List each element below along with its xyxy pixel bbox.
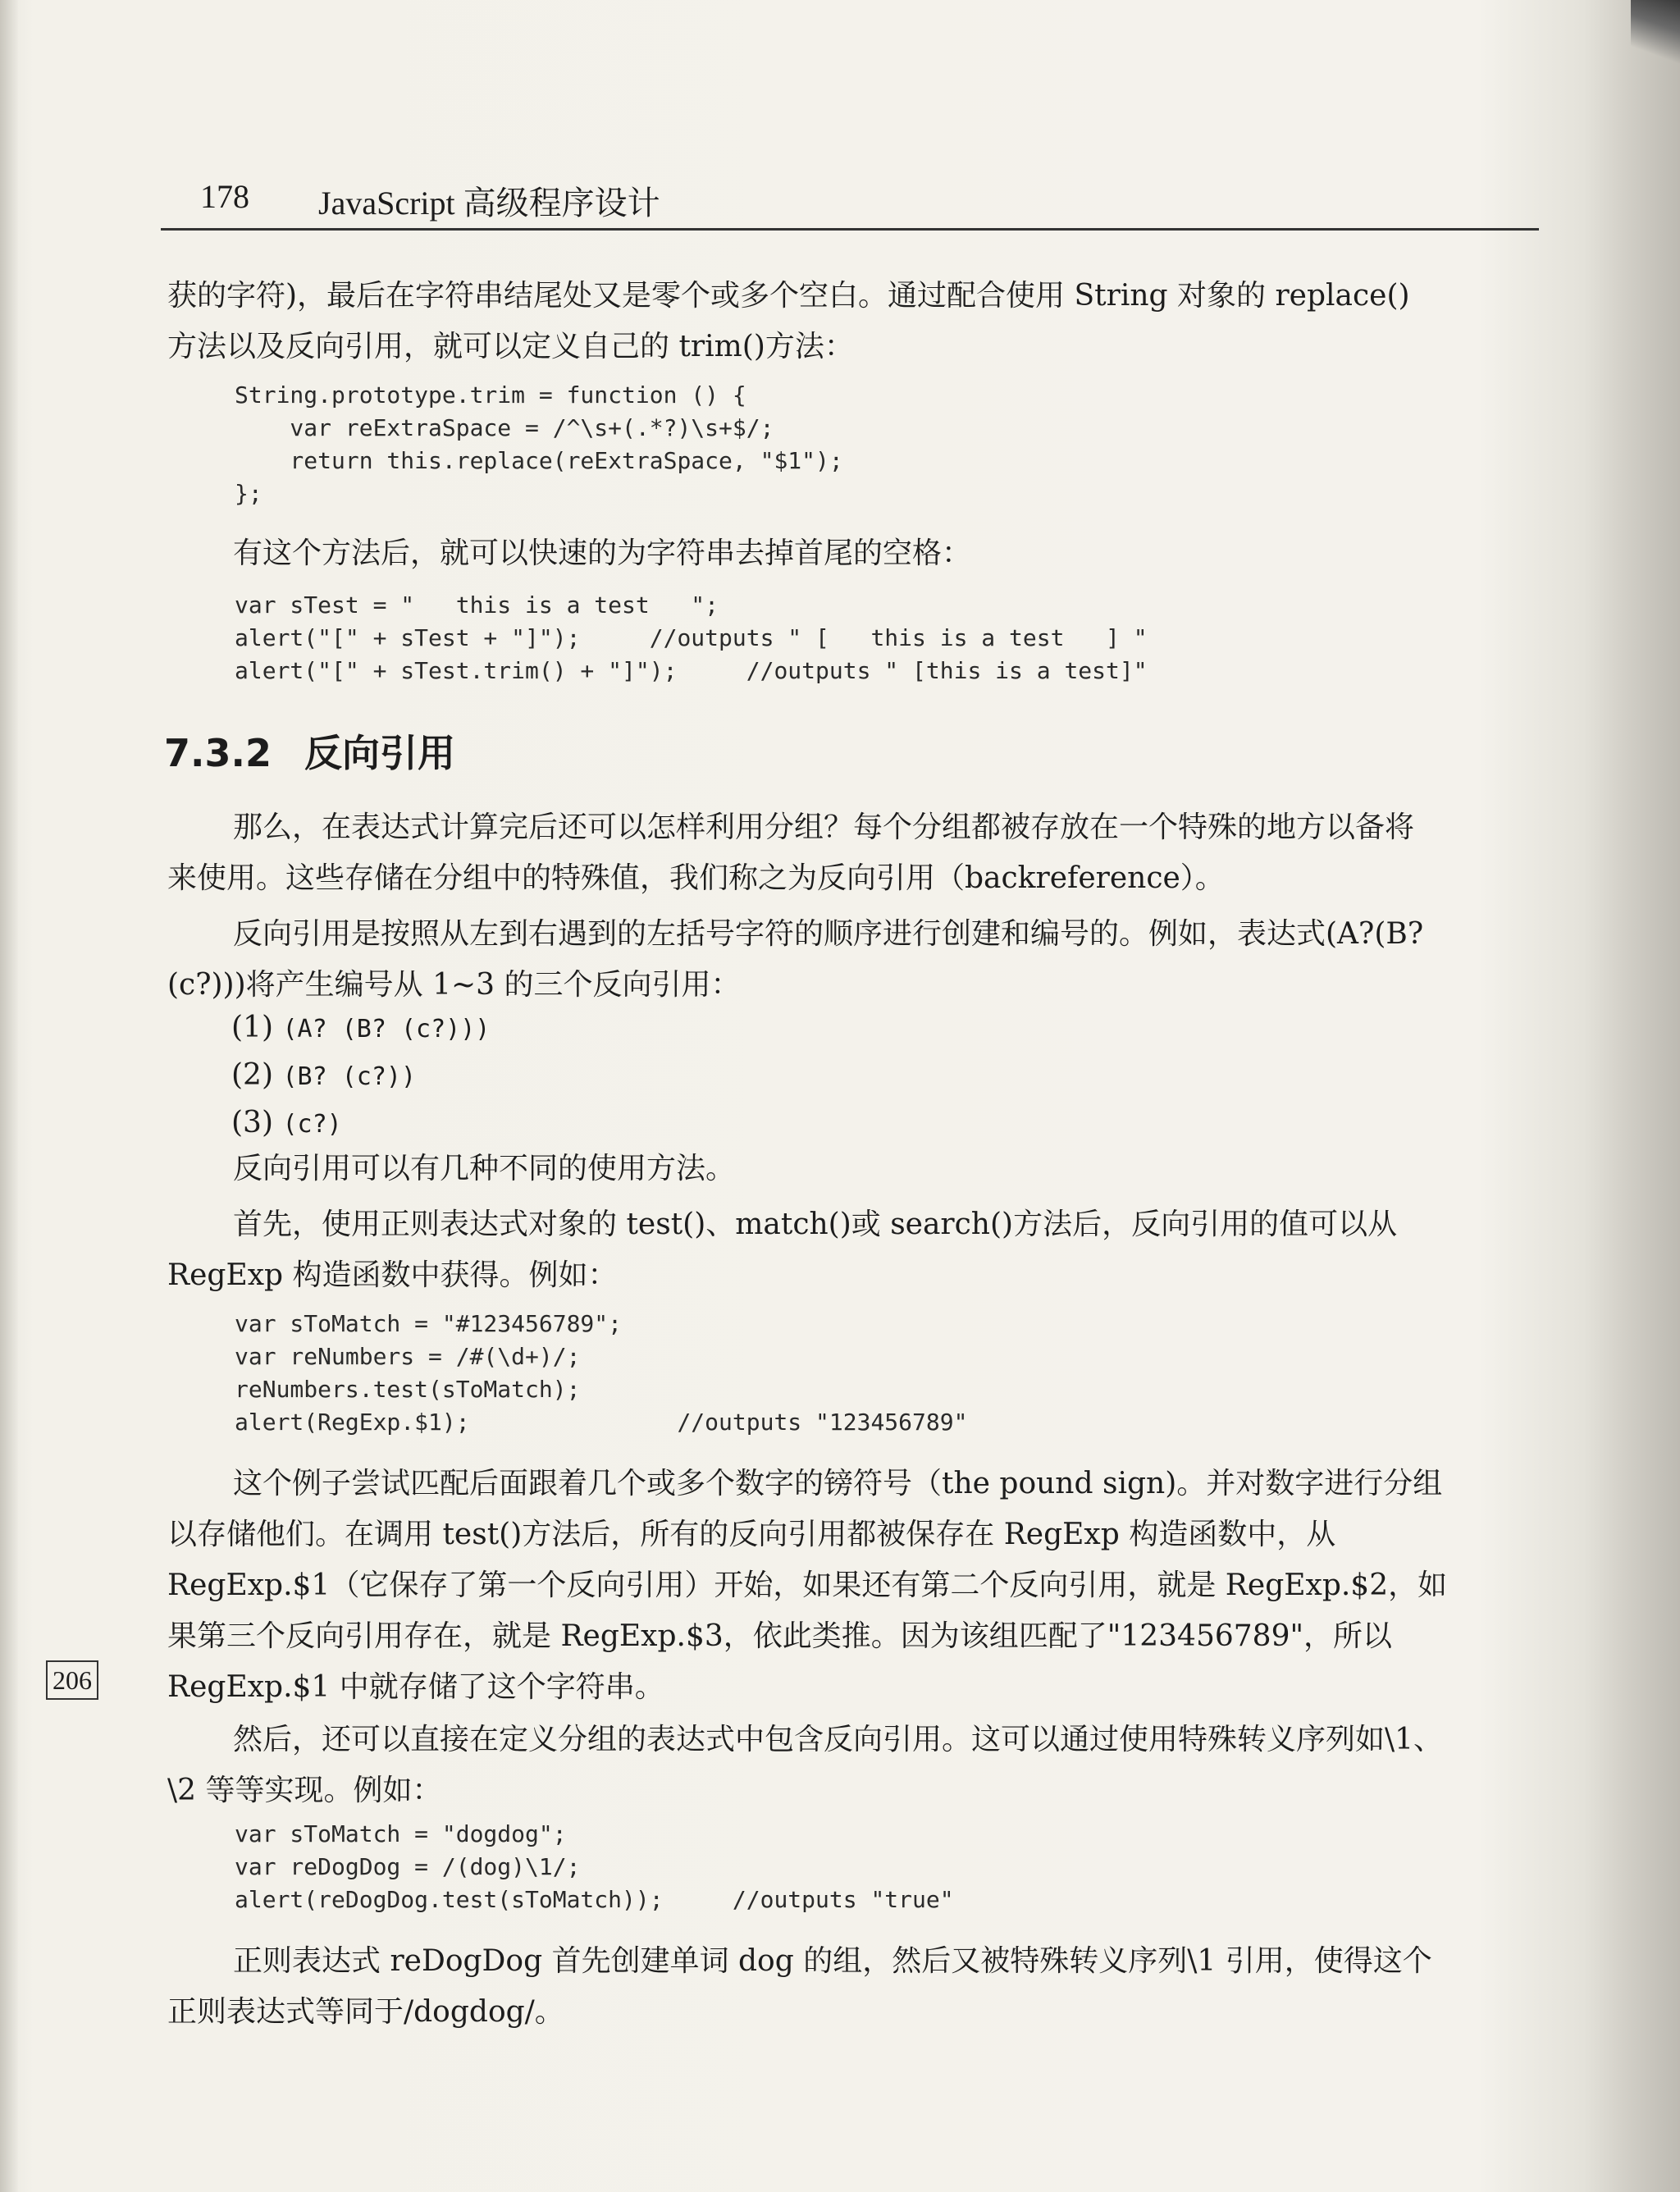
- list-number: (3): [231, 1106, 273, 1139]
- section-heading: [164, 724, 455, 778]
- code-block-dogdog: var sToMatch = "dogdog"; var reDogDog = /(dog)\1/; alert(reDogDog.test(sToMatch)); //outputs "true": [235, 1820, 954, 1913]
- list-number: (2): [231, 1058, 273, 1092]
- paragraph-1-line-1: 获的字符)，最后在字符串结尾处又是零个或多个空白。通过配合使用 String 对象的 replace(): [167, 279, 1410, 313]
- paragraph-6-line-1: 首先，使用正则表达式对象的 test()、match()或 search()方法后，反向引用的值可以从: [233, 1208, 1398, 1241]
- list-code: (A? (B? (c?))): [282, 1015, 491, 1043]
- paragraph-9-line-1: 正则表达式 reDogDog 首先创建单词 dog 的组，然后又被特殊转义序列\1 引用，使得这个: [233, 1944, 1432, 1978]
- running-header: [161, 174, 1539, 231]
- paragraph-4-line-2: (c?)))将产生编号从 1~3 的三个反向引用：: [167, 968, 741, 1002]
- list-item-1: [231, 1007, 490, 1050]
- paragraph-7-line-1: 这个例子尝试匹配后面跟着几个或多个数字的镑符号（the pound sign)。并对数字进行分组: [233, 1467, 1443, 1500]
- section-number: 7.3.2: [164, 731, 272, 775]
- paragraph-2: 有这个方法后，就可以快速的为字符串去掉首尾的空格：: [233, 537, 972, 570]
- paragraph-5: 反向引用可以有几种不同的使用方法。: [233, 1152, 736, 1185]
- margin-page-reference: 206: [46, 1660, 98, 1700]
- section-title: 反向引用: [304, 731, 455, 775]
- paragraph-8-line-1: 然后，还可以直接在定义分组的表达式中包含反向引用。这可以通过使用特殊转义序列如\1、: [233, 1723, 1444, 1756]
- list-code: (c?): [282, 1110, 342, 1139]
- paragraph-8-line-2: \2 等等实现。例如：: [167, 1774, 442, 1807]
- paragraph-3-line-2: 来使用。这些存储在分组中的特殊值，我们称之为反向引用（backreference）。: [167, 861, 1225, 895]
- paragraph-7-line-2: 以存储他们。在调用 test()方法后，所有的反向引用都被保存在 RegExp 构造函数中，从: [167, 1518, 1336, 1551]
- code-block-regexp-numbers: var sToMatch = "#123456789"; var reNumbers = /#(\d+)/; reNumbers.test(sToMatch); alert(RegExp.$1); //outputs "123456789": [235, 1310, 968, 1436]
- code-block-trim: String.prototype.trim = function () { var reExtraSpace = /^\s+(.*?)\s+$/; return this.replace(reExtraSpace, "$1"); };: [235, 381, 843, 507]
- list-number: (1): [231, 1011, 273, 1044]
- paragraph-3-line-1: 那么，在表达式计算完后还可以怎样利用分组？每个分组都被存放在一个特殊的地方以备将: [233, 811, 1415, 844]
- paragraph-7-line-5: RegExp.$1 中就存储了这个字符串。: [167, 1670, 664, 1704]
- book-title: JavaScript 高级程序设计: [318, 185, 660, 221]
- paragraph-7-line-4: 果第三个反向引用存在，就是 RegExp.$3，依此类推。因为该组匹配了"123456789"，所以: [167, 1619, 1393, 1653]
- paragraph-7-line-3: RegExp.$1（它保存了第一个反向引用）开始，如果还有第二个反向引用，就是 RegExp.$2，如: [167, 1569, 1448, 1602]
- list-item-3: [231, 1103, 342, 1145]
- paragraph-6-line-2: RegExp 构造函数中获得。例如：: [167, 1258, 618, 1292]
- page-number: 178: [200, 178, 249, 215]
- list-item-2: [231, 1055, 416, 1098]
- paragraph-1-line-2: 方法以及反向引用，就可以定义自己的 trim()方法：: [167, 330, 854, 363]
- code-block-trim-test: var sTest = " this is a test "; alert("[" + sTest + "]"); //outputs " [ this is a test ] " alert("[" + sTest.trim() + "]"); //outputs " [this is a test]": [235, 591, 1148, 684]
- list-code: (B? (c?)): [282, 1062, 417, 1091]
- paragraph-9-line-2: 正则表达式等同于/dogdog/。: [167, 1995, 564, 2029]
- page-curl-shadow: [1631, 0, 1680, 74]
- book-spine-shadow: [0, 0, 18, 2192]
- paragraph-4-line-1: 反向引用是按照从左到右遇到的左括号字符的顺序进行创建和编号的。例如，表达式(A?(B?: [233, 917, 1424, 951]
